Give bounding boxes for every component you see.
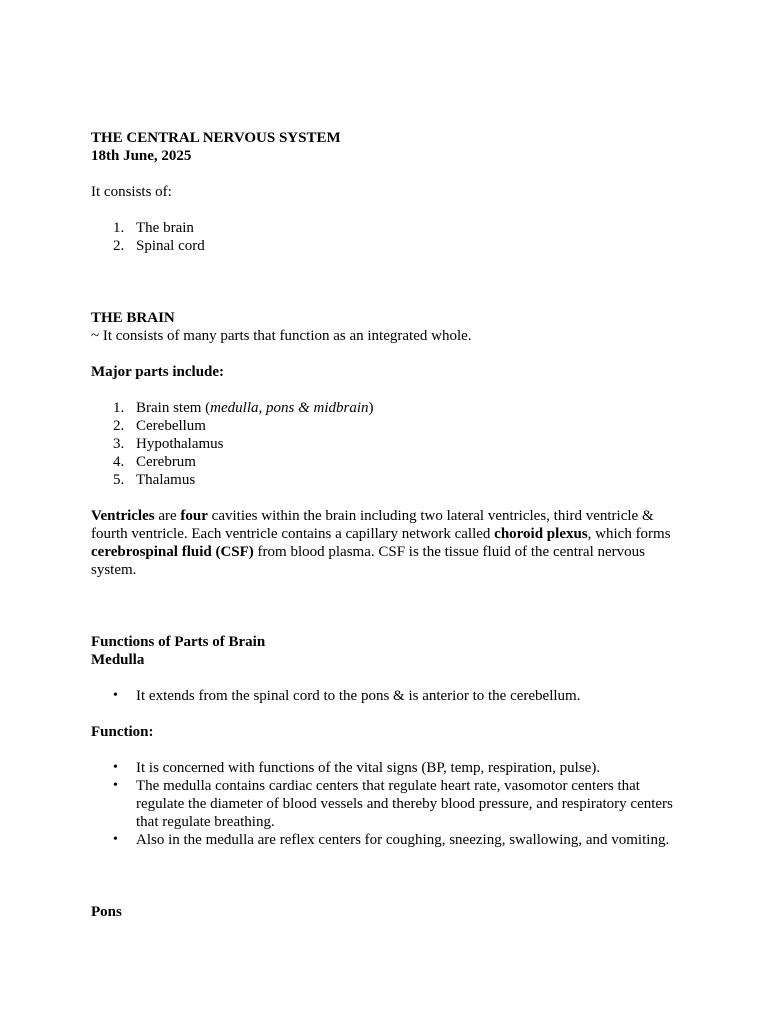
document-title: THE CENTRAL NERVOUS SYSTEM <box>91 130 341 146</box>
list-item: • It extends from the spinal cord to the pons & is anterior to the cerebellum. <box>113 688 581 704</box>
list-item: • It is concerned with functions of the vital signs (BP, temp, respiration, pulse). <box>113 760 601 776</box>
document-body <box>91 129 681 921</box>
intro-text: It consists of: <box>91 184 172 200</box>
list-item: • The medulla contains cardiac centers that regulate heart rate, vasomotor centers that regulate the diameter of blood vessels and thereby blood pressure, and respiratory centers that regulate breathing. <box>113 778 673 830</box>
medulla-description-list <box>91 687 681 705</box>
major-parts-list <box>91 399 681 489</box>
list-item: 1. Brain stem (medulla, pons & midbrain) <box>113 400 374 416</box>
brain-description: ~ It consists of many parts that function as an integrated whole. <box>91 328 472 344</box>
functions-heading: Functions of Parts of Brain <box>91 634 266 650</box>
list-item: 2. Cerebellum <box>113 418 206 434</box>
ventricles-paragraph: Ventricles are four cavities within the brain including two lateral ventricles, third ventricle & fourth ventricle. Each ventricle contains a capillary network called choroid plexus, which forms cerebrospinal fluid (CSF) from blood plasma. CSF is the tissue fluid of the central nervous system. <box>91 508 671 578</box>
list-item: 2. Spinal cord <box>113 238 205 254</box>
function-heading: Function: <box>91 724 154 740</box>
cns-parts-list <box>91 219 681 255</box>
list-item: 3. Hypothalamus <box>113 436 224 452</box>
document-date: 18th June, 2025 <box>91 148 192 164</box>
brain-heading: THE BRAIN <box>91 310 175 326</box>
list-item: 5. Thalamus <box>113 472 196 488</box>
medulla-heading: Medulla <box>91 652 145 668</box>
pons-heading: Pons <box>91 904 122 920</box>
list-item: • Also in the medulla are reflex centers for coughing, sneezing, swallowing, and vomiting. <box>113 832 670 848</box>
list-item: 1. The brain <box>113 220 194 236</box>
list-item: 4. Cerebrum <box>113 454 196 470</box>
medulla-functions-list <box>91 759 681 849</box>
major-parts-heading: Major parts include: <box>91 364 225 380</box>
